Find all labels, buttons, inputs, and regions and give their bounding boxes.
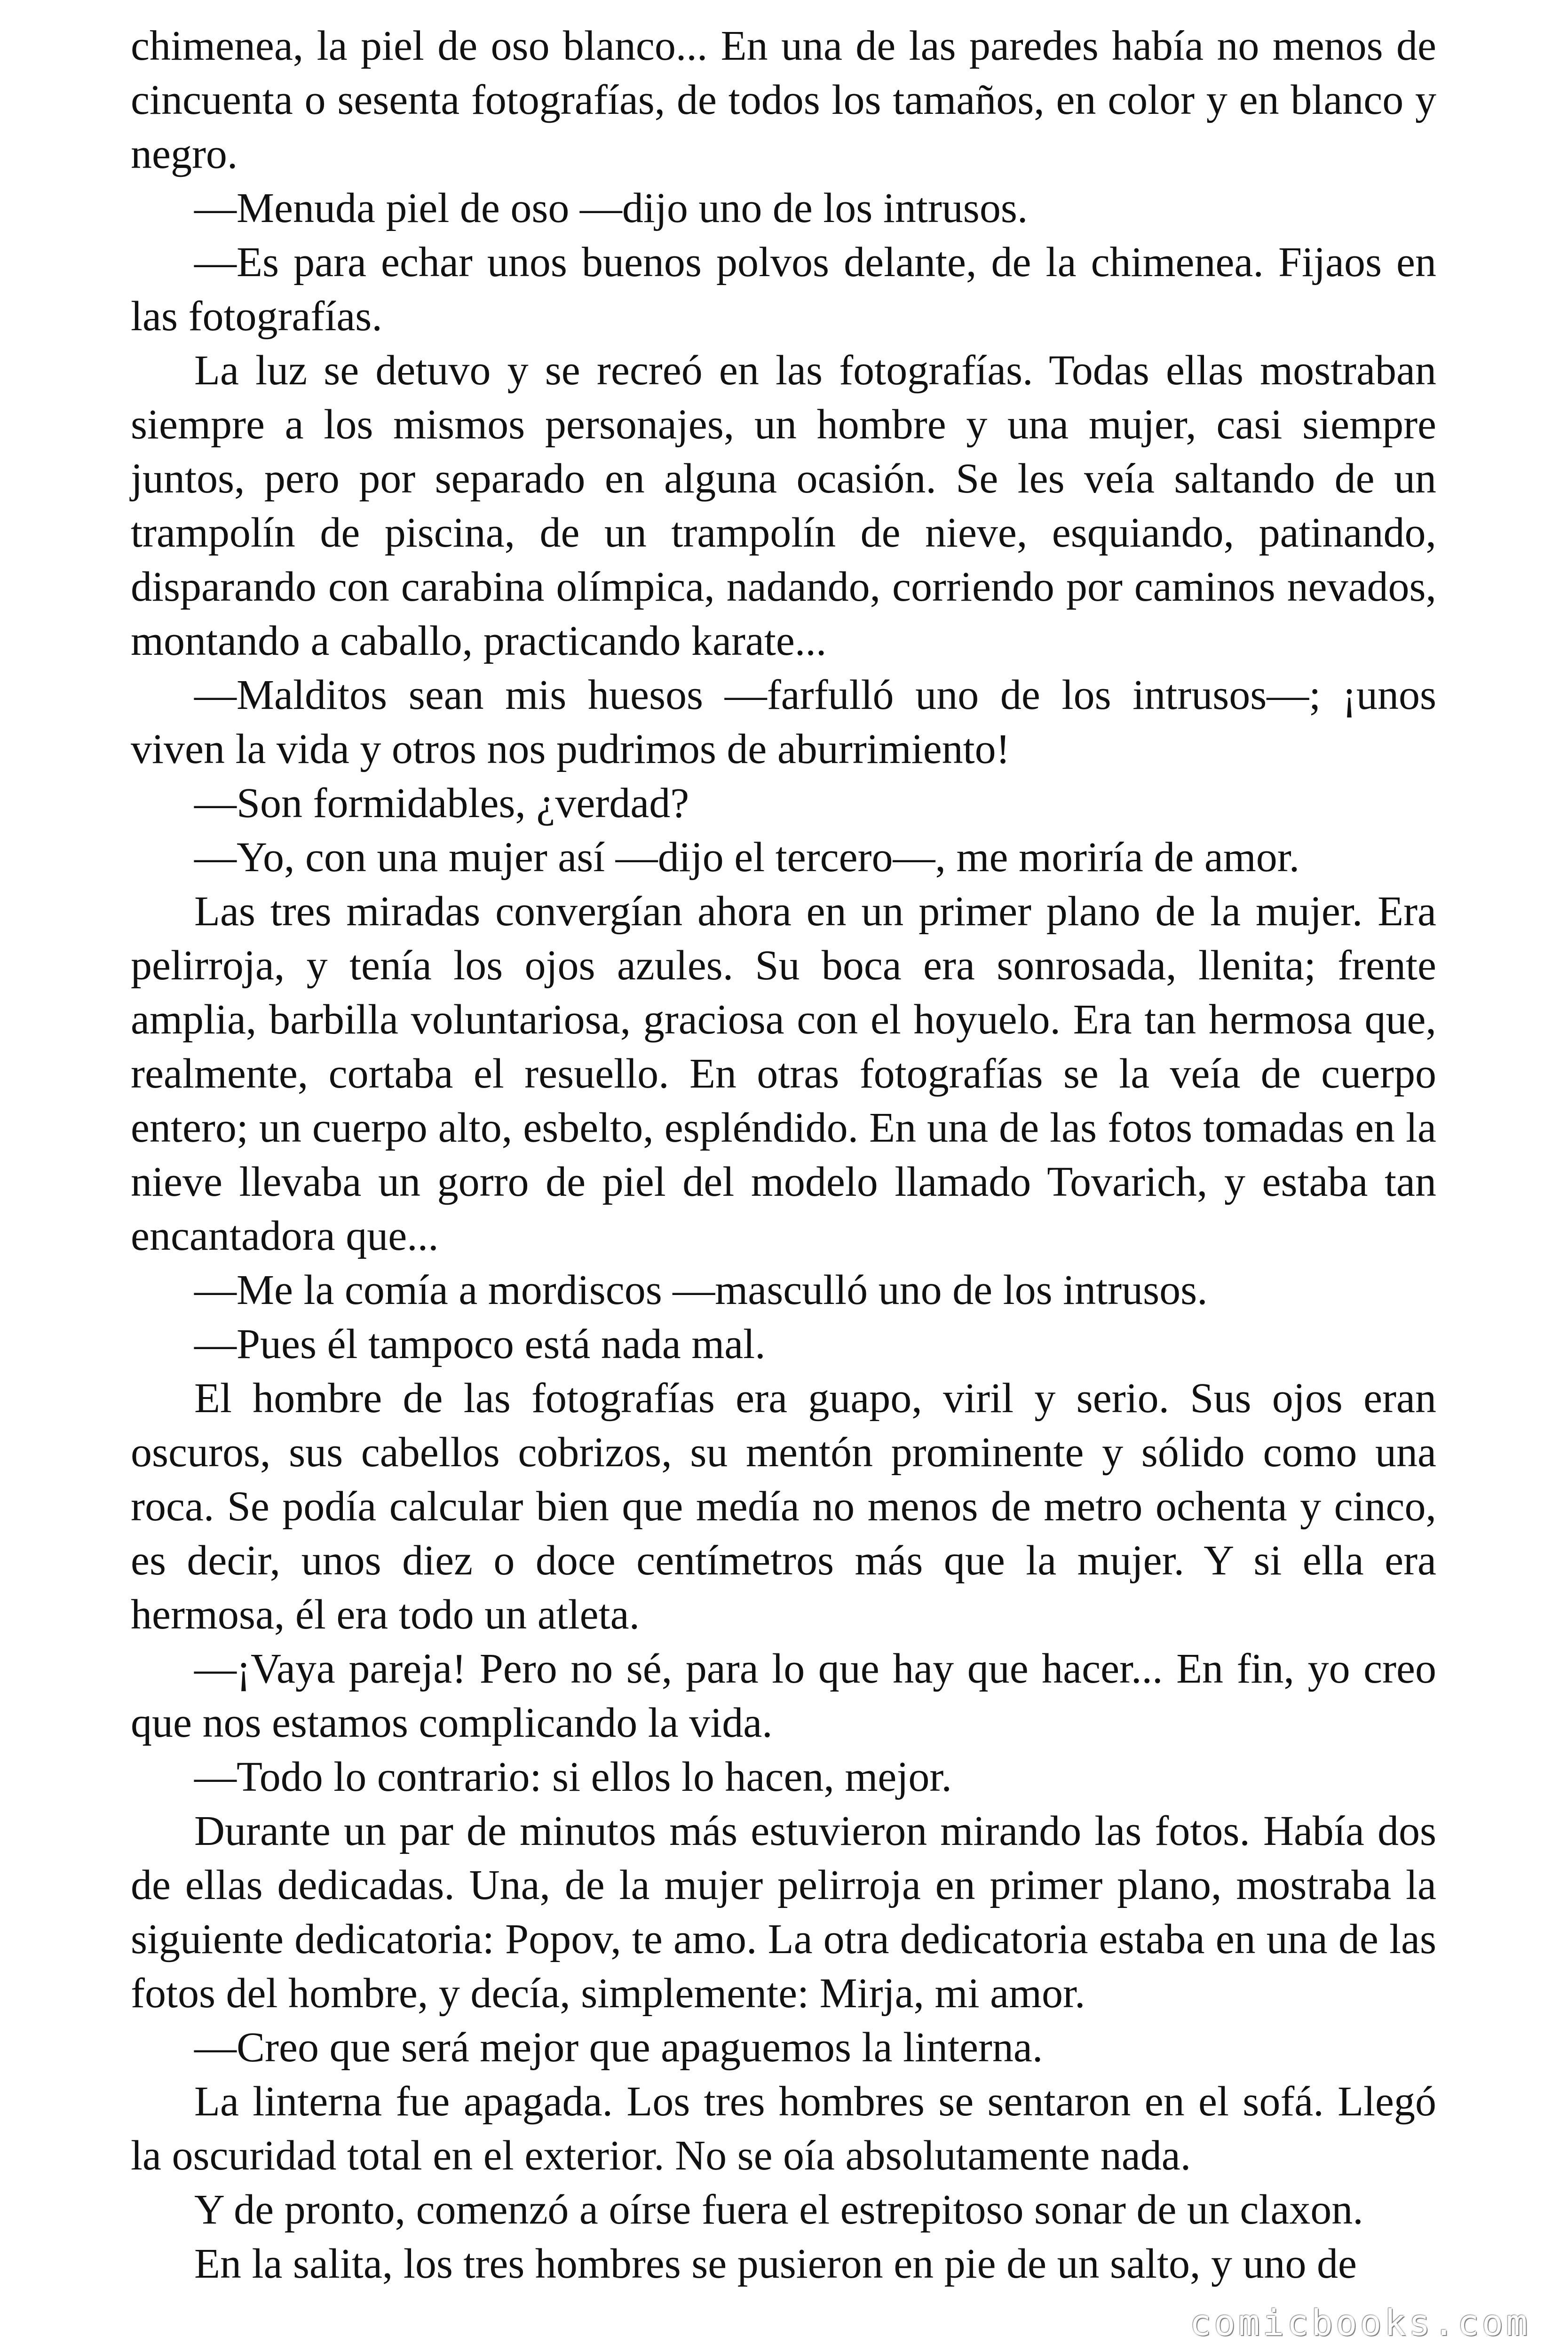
paragraph: En la salita, los tres hombres se pusieron en pie de un salto, y uno de [194,2241,1357,2287]
paragraph: —Todo lo contrario: si ellos lo hacen, mejor. [194,1754,952,1800]
paragraph: chimenea, la piel de oso blanco... En una de las paredes había no menos de cincuenta o sesenta fotografías, de todos los tamaños, en color y en blanco y negro. [131,23,1436,177]
paragraph: —Menuda piel de oso —dijo uno de los intrusos. [194,185,1028,231]
paragraph: —Creo que será mejor que apaguemos la linterna. [194,2024,1043,2071]
paragraph: —Malditos sean mis huesos —farfulló uno de los intrusos—; ¡unos viven la vida y otros nos pudrimos de aburrimiento! [131,672,1436,772]
paragraph: —Pues él tampoco está nada mal. [194,1321,766,1367]
page-body [131,19,1436,2291]
paragraph: El hombre de las fotografías era guapo, viril y serio. Sus ojos eran oscuros, sus cabellos cobrizos, su mentón prominente y sólido como una roca. Se podía calcular bien que medía no menos de metro ochenta y cinco, es decir, unos diez o doce centímetros más que la mujer. Y si ella era hermosa, él era todo un atleta. [131,1375,1436,1638]
paragraph: —¡Vaya pareja! Pero no sé, para lo que hay que hacer... En fin, yo creo que nos estamos complicando la vida. [131,1645,1436,1746]
paragraph: La luz se detuvo y se recreó en las fotografías. Todas ellas mostraban siempre a los mismos personajes, un hombre y una mujer, casi siempre juntos, pero por separado en alguna ocasión. Se les veía saltando de un trampolín de piscina, de un trampolín de nieve, esquiando, patinando, disparando con carabina olímpica, nadando, corriendo por caminos nevados, montando a caballo, practicando karate... [131,347,1436,664]
paragraph: La linterna fue apagada. Los tres hombres se sentaron en el sofá. Llegó la oscuridad total en el exterior. No se oía absolutamente nada. [131,2078,1436,2179]
paragraph: Las tres miradas convergían ahora en un primer plano de la mujer. Era pelirroja, y tenía los ojos azules. Su boca era sonrosada, llenita; frente amplia, barbilla voluntariosa, graciosa con el hoyuelo. Era tan hermosa que, realmente, cortaba el resuello. En otras fotografías se la veía de cuerpo entero; un cuerpo alto, esbelto, espléndido. En una de las fotos tomadas en la nieve llevaba un gorro de piel del modelo llamado Tovarich, y estaba tan encantadora que... [131,888,1436,1259]
paragraph: —Es para echar unos buenos polvos delante, de la chimenea. Fijaos en las fotografías. [131,239,1436,340]
watermark: comicbooks.com [1189,2302,1530,2344]
paragraph: —Son formidables, ¿verdad? [194,780,689,826]
paragraph: —Me la comía a mordiscos —masculló uno de los intrusos. [194,1267,1208,1313]
paragraph: Y de pronto, comenzó a oírse fuera el estrepitoso sonar de un claxon. [194,2186,1363,2233]
paragraph: Durante un par de minutos más estuvieron mirando las fotos. Había dos de ellas dedicadas. Una, de la mujer pelirroja en primer plano, mostraba la siguiente dedicatoria: Popov, te amo. La otra dedicatoria estaba en una de las fotos del hombre, y decía, simplemente: Mirja, mi amor. [131,1808,1436,2017]
paragraph: —Yo, con una mujer así —dijo el tercero—, me moriría de amor. [194,834,1300,881]
